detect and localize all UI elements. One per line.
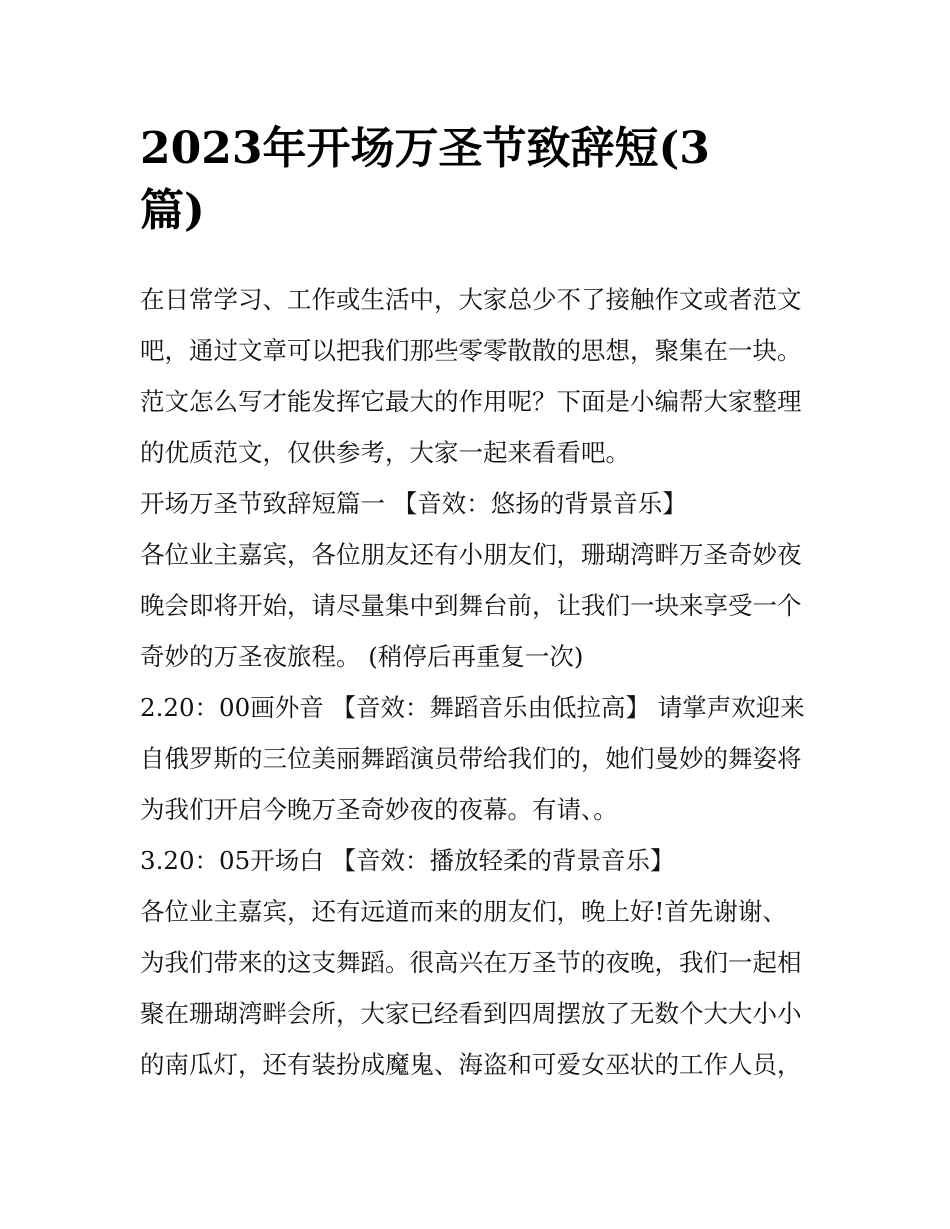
document-body [140,274,820,1090]
body-line: 奇妙的万圣夜旅程。 (稍停后再重复一次) [140,642,584,671]
body-line: 各位业主嘉宾，还有远道而来的朋友们，晚上好!首先谢谢、 [140,897,787,926]
body-line: 范文怎么写才能发挥它最大的作用呢？下面是小编帮大家整理 [140,387,802,416]
body-line: 聚在珊瑚湾畔会所，大家已经看到四周摆放了无数个大大小小 [140,999,802,1028]
body-line: 的南瓜灯，还有装扮成魔鬼、海盗和可爱女巫状的工作人员， [140,1050,802,1079]
body-line: 各位业主嘉宾，各位朋友还有小朋友们，珊瑚湾畔万圣奇妙夜 [140,540,802,569]
body-line: 吧，通过文章可以把我们那些零零散散的思想，聚集在一块。 [140,336,802,365]
body-line: 晚会即将开始，请尽量集中到舞台前，让我们一块来享受一个 [140,591,802,620]
title-line-1: 2023年开场万圣节致辞短(3 [140,123,710,174]
document-title [140,118,820,242]
body-line: 2.20：00画外音 【音效：舞蹈音乐由低拉高】 请掌声欢迎来 [140,693,805,722]
body-line: 的优质范文，仅供参考，大家一起来看看吧。 [140,438,630,467]
body-line: 3.20：05开场白 【音效：播放轻柔的背景音乐】 [140,846,675,875]
body-line: 为我们开启今晚万圣奇妙夜的夜幕。有请、。 [140,795,618,824]
body-line: 自俄罗斯的三位美丽舞蹈演员带给我们的，她们曼妙的舞姿将 [140,744,802,773]
body-line: 在日常学习、工作或生活中，大家总少不了接触作文或者范文 [140,285,802,314]
body-line: 为我们带来的这支舞蹈。很高兴在万圣节的夜晚，我们一起相 [140,948,802,977]
title-line-2: 篇) [140,185,205,236]
section-heading-line: 开场万圣节致辞短篇一 【音效：悠扬的背景音乐】 [140,489,687,518]
